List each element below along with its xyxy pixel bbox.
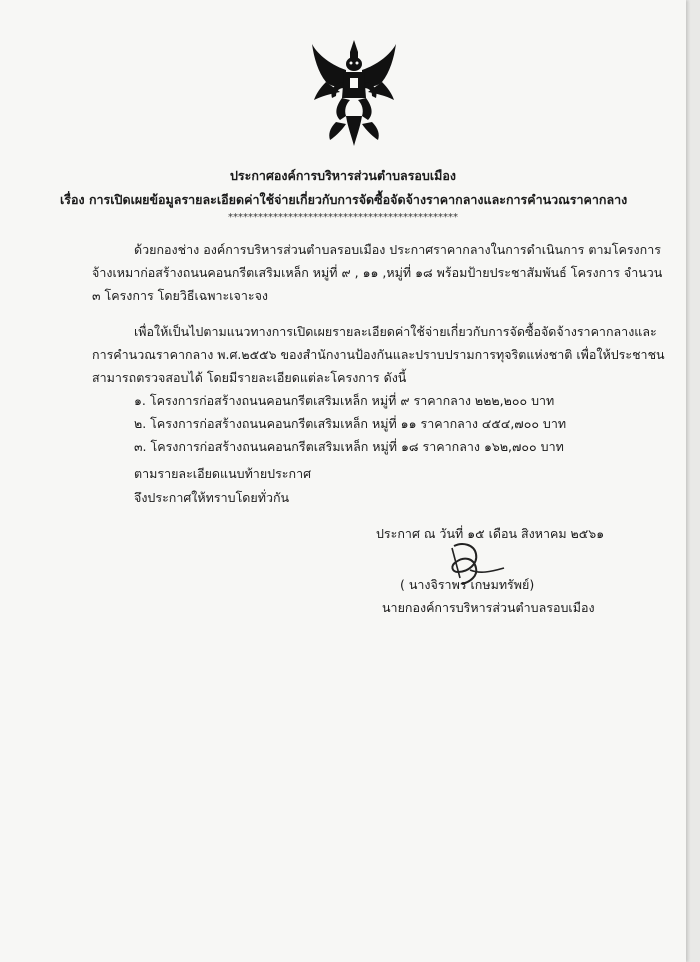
closing-line-1: ตามรายละเอียดแนบท้ายประกาศ	[134, 466, 312, 481]
announcement-title: ประกาศองค์การบริหารส่วนตำบลรอบเมือง	[230, 168, 456, 183]
project-item-3: ๓. โครงการก่อสร้างถนนคอนกรีตเสริมเหล็ก หมู่ที่ ๑๘ ราคากลาง ๑๖๒,๗๐๐ บาท	[134, 439, 564, 454]
paragraph-2-line-3: สามารถตรวจสอบได้ โดยมีรายละเอียดแต่ละโครงการ ดังนี้	[92, 370, 407, 385]
paragraph-2-line-1: เพื่อให้เป็นไปตามแนวทางการเปิดเผยรายละเอียดค่าใช้จ่ายเกี่ยวกับการจัดซื้อจัดจ้างราคากลางและ	[134, 324, 657, 339]
project-item-2: ๒. โครงการก่อสร้างถนนคอนกรีตเสริมเหล็ก หมู่ที่ ๑๑ ราคากลาง ๔๕๔,๗๐๐ บาท	[134, 416, 567, 431]
closing-line-2: จึงประกาศให้ทราบโดยทั่วกัน	[134, 490, 290, 505]
paragraph-2-line-2: การคำนวณราคากลาง พ.ศ.๒๕๕๖ ของสำนักงานป้องกันและปราบปรามการทุจริตแห่งชาติ เพื่อให้ประชาชน	[92, 347, 665, 362]
announcement-date: ประกาศ ณ วันที่ ๑๕ เดือน สิงหาคม ๒๕๖๑	[376, 526, 605, 541]
paragraph-1-line-1: ด้วยกองช่าง องค์การบริหารส่วนตำบลรอบเมือง ประกาศราคากลางในการดำเนินการ ตามโครงการ	[134, 242, 661, 257]
signer-position: นายกองค์การบริหารส่วนตำบลรอบเมือง	[382, 600, 595, 615]
project-item-1: ๑. โครงการก่อสร้างถนนคอนกรีตเสริมเหล็ก หมู่ที่ ๙ ราคากลาง ๒๒๒,๒๐๐ บาท	[134, 393, 555, 408]
signer-name: ( นางจิราพร เกษมทรัพย์)	[400, 577, 535, 592]
announcement-subject: เรื่อง การเปิดเผยข้อมูลรายละเอียดค่าใช้จ่ายเกี่ยวกับการจัดซื้อจัดจ้างราคากลางและการคำนวณราคากลาง	[60, 192, 628, 207]
divider-line: **********************************************	[228, 212, 458, 223]
paragraph-1-line-3: ๓ โครงการ โดยวิธีเฉพาะเจาะจง	[92, 288, 269, 303]
garuda-emblem-icon	[306, 38, 402, 148]
paragraph-1-line-2: จ้างเหมาก่อสร้างถนนคอนกรีตเสริมเหล็ก หมู่ที่ ๙ , ๑๑ ,หมู่ที่ ๑๘ พร้อมป้ายประชาสัมพันธ์ โครงการ จำนวน	[92, 265, 663, 280]
